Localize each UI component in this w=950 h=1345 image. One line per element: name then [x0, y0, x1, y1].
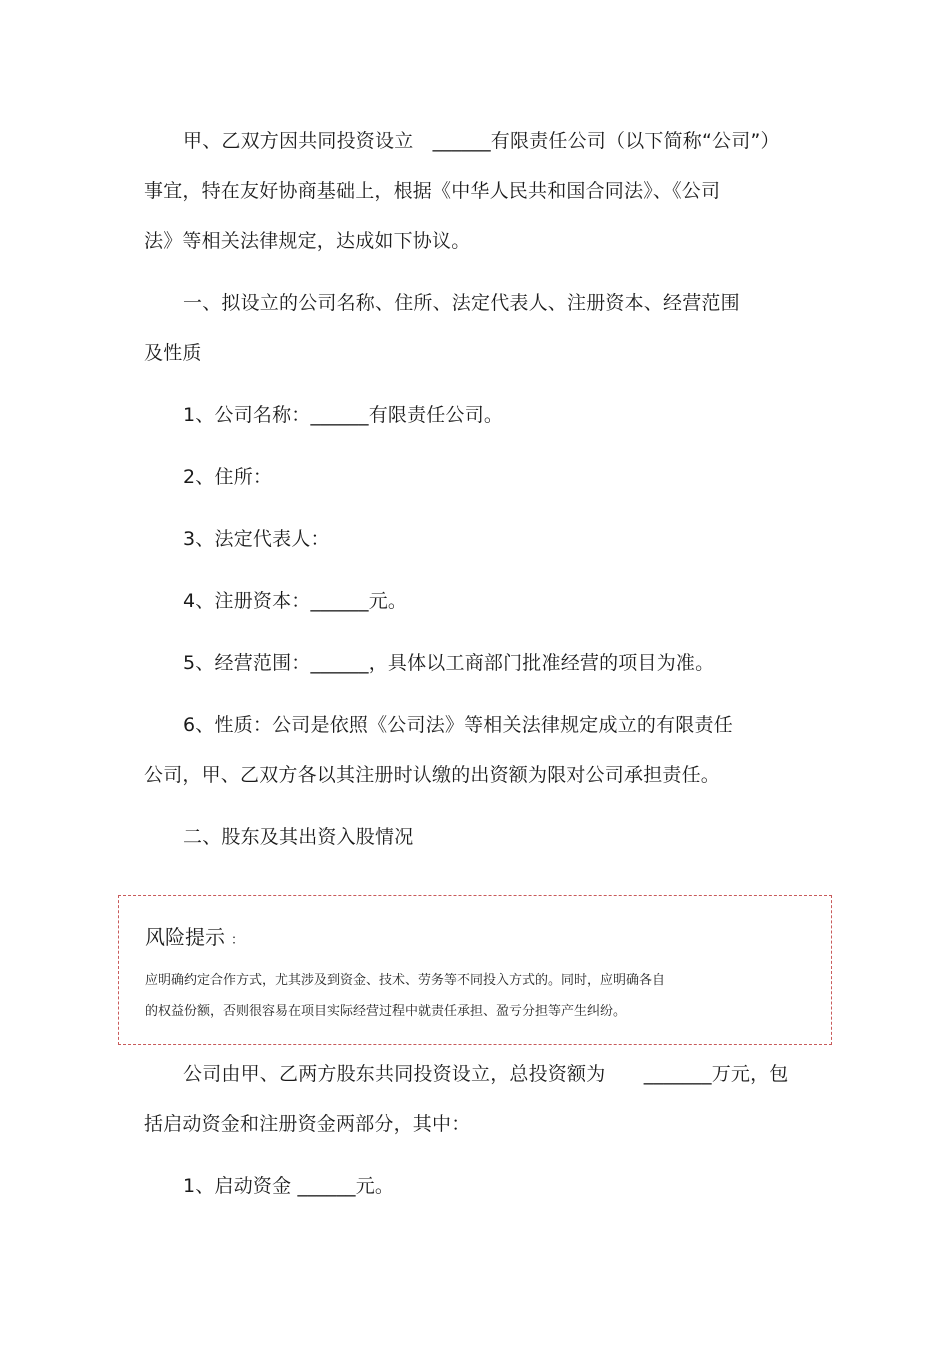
item-startup-capital: 1、启动资金 ______元。 [183, 1175, 395, 1197]
section1-heading-line-1: 一、拟设立的公司名称、住所、法定代表人、注册资本、经营范围 [183, 292, 740, 314]
section1-heading-line-2: 及性质 [144, 342, 202, 364]
item-registered-capital: 4、注册资本：______元。 [183, 590, 408, 612]
risk-notice-title [145, 923, 244, 955]
item-nature: 6、性质：公司是依照《公司法》等相关法律规定成立的有限责任 [183, 714, 733, 736]
item-company-name: 1、公司名称：______有限责任公司。 [183, 404, 504, 426]
risk-notice-box [118, 895, 832, 1045]
risk-notice-colon: ： [231, 933, 245, 948]
intro-line-3: 法》等相关法律规定，达成如下协议。 [144, 230, 471, 252]
item-address: 2、住所： [183, 466, 273, 488]
risk-notice-title-text: 风险提示 [145, 925, 225, 949]
risk-notice-line-2: 的权益份额，否则很容易在项目实际经营过程中就责任承担、盈亏分担等产生纠纷。 [145, 1004, 627, 1019]
item-business-scope: 5、经营范围：______，具体以工商部门批准经营的项目为准。 [183, 652, 715, 674]
section2-heading: 二、股东及其出资入股情况 [183, 826, 414, 848]
intro-line-1: 甲、乙双方因共同投资设立 ______有限责任公司（以下简称“公司”） [183, 130, 780, 152]
investment-line-2: 括启动资金和注册资金两部分，其中： [144, 1113, 471, 1135]
investment-line-1: 公司由甲、乙两方股东共同投资设立，总投资额为 _______万元，包 [183, 1063, 789, 1085]
risk-notice-line-1: 应明确约定合作方式，尤其涉及到资金、技术、劳务等不同投入方式的。同时，应明确各自 [145, 973, 666, 988]
intro-line-2: 事宜，特在友好协商基础上，根据《中华人民共和国合同法》、《公司 [144, 180, 721, 202]
item-legal-representative: 3、法定代表人： [183, 528, 330, 550]
item-nature-line-2: 公司，甲、乙双方各以其注册时认缴的出资额为限对公司承担责任。 [144, 764, 721, 786]
